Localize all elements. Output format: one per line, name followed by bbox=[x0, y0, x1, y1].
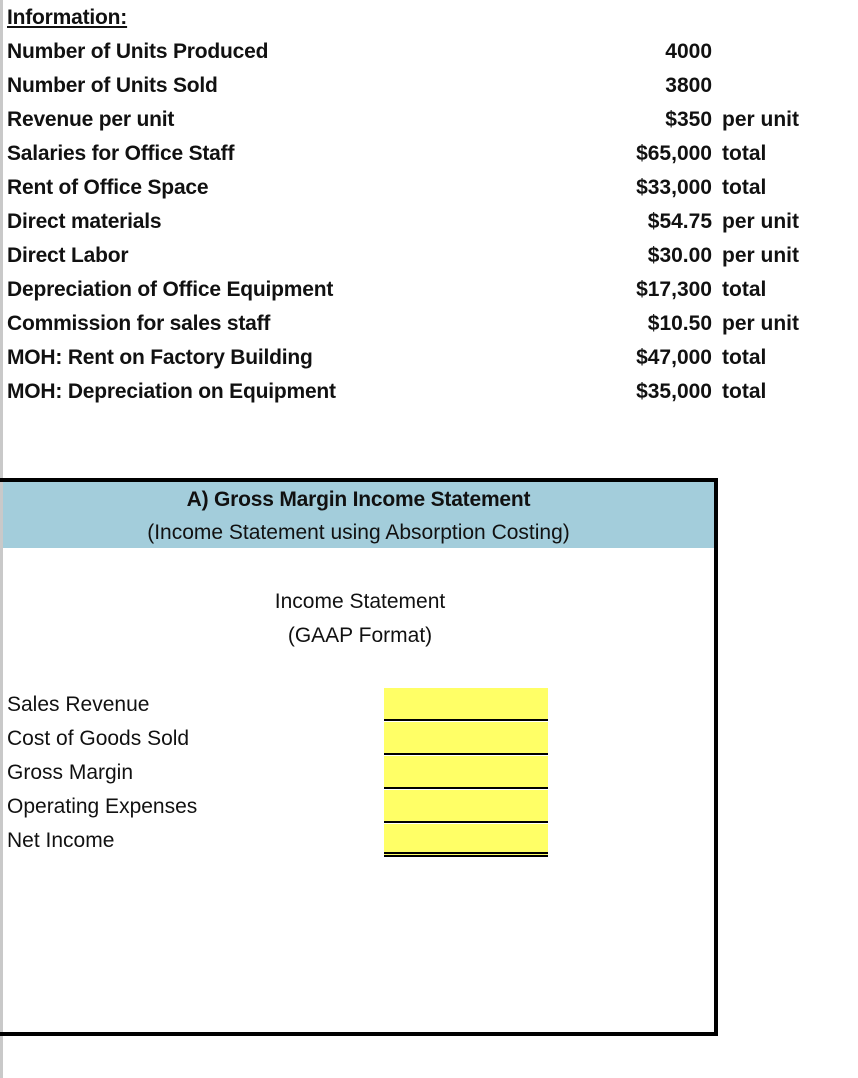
info-label: MOH: Rent on Factory Building bbox=[7, 346, 313, 369]
sales-revenue-input[interactable] bbox=[384, 688, 548, 721]
info-value: 3800 bbox=[665, 74, 712, 97]
info-row-office-salaries bbox=[0, 138, 858, 172]
info-label: Commission for sales staff bbox=[7, 312, 271, 335]
info-label: Rent of Office Space bbox=[7, 176, 209, 199]
info-label: Depreciation of Office Equipment bbox=[7, 278, 334, 301]
info-unit: total bbox=[722, 346, 767, 369]
statement-label: Cost of Goods Sold bbox=[7, 727, 190, 750]
info-row-units-sold bbox=[0, 70, 858, 104]
info-row-office-depreciation bbox=[0, 274, 858, 308]
info-row-units-produced bbox=[0, 36, 858, 70]
info-value: $30.00 bbox=[647, 244, 712, 267]
information-heading: Information: bbox=[7, 6, 128, 29]
info-value: $35,000 bbox=[636, 380, 712, 403]
info-label: Number of Units Sold bbox=[7, 74, 218, 97]
statement-format-caption: (GAAP Format) bbox=[287, 624, 433, 647]
info-label: Salaries for Office Staff bbox=[7, 142, 235, 165]
cost-of-goods-sold-input[interactable] bbox=[384, 722, 548, 755]
info-label: Direct materials bbox=[7, 210, 162, 233]
net-income-input[interactable] bbox=[384, 824, 548, 857]
statement-title: A) Gross Margin Income Statement bbox=[186, 488, 531, 511]
info-label: Direct Labor bbox=[7, 244, 129, 267]
info-value: $54.75 bbox=[647, 210, 712, 233]
statement-header bbox=[3, 482, 714, 548]
statement-label: Gross Margin bbox=[7, 761, 134, 784]
statement-row-net-income bbox=[0, 824, 714, 858]
info-row-revenue-per-unit bbox=[0, 104, 858, 138]
info-unit: per unit bbox=[722, 108, 799, 131]
statement-caption: Income Statement bbox=[274, 590, 446, 613]
info-value: $47,000 bbox=[636, 346, 712, 369]
gross-margin-input[interactable] bbox=[384, 756, 548, 789]
info-unit: total bbox=[722, 176, 767, 199]
operating-expenses-input[interactable] bbox=[384, 790, 548, 823]
info-value: 4000 bbox=[665, 40, 712, 63]
statement-row-sales-revenue bbox=[0, 688, 714, 722]
info-value: $33,000 bbox=[636, 176, 712, 199]
statement-row-cogs bbox=[0, 722, 714, 756]
info-unit: total bbox=[722, 278, 767, 301]
statement-row-gross-margin bbox=[0, 756, 714, 790]
info-value: $17,300 bbox=[636, 278, 712, 301]
info-label: Revenue per unit bbox=[7, 108, 175, 131]
info-value: $350 bbox=[665, 108, 712, 131]
info-unit: total bbox=[722, 142, 767, 165]
info-row-office-rent bbox=[0, 172, 858, 206]
info-row-direct-materials bbox=[0, 206, 858, 240]
info-label: MOH: Depreciation on Equipment bbox=[7, 380, 336, 403]
info-unit: per unit bbox=[722, 244, 799, 267]
statement-label: Operating Expenses bbox=[7, 795, 198, 818]
info-row-sales-commission bbox=[0, 308, 858, 342]
info-row-direct-labor bbox=[0, 240, 858, 274]
statement-label: Sales Revenue bbox=[7, 693, 150, 716]
info-unit: total bbox=[722, 380, 767, 403]
statement-subtitle: (Income Statement using Absorption Costing) bbox=[147, 521, 570, 544]
income-statement-box bbox=[0, 478, 718, 1036]
info-row-moh-factory-rent bbox=[0, 342, 858, 376]
info-value: $10.50 bbox=[647, 312, 712, 335]
info-unit: per unit bbox=[722, 210, 799, 233]
info-unit: per unit bbox=[722, 312, 799, 335]
info-row-moh-equipment-depreciation bbox=[0, 376, 858, 410]
info-value: $65,000 bbox=[636, 142, 712, 165]
statement-label: Net Income bbox=[7, 829, 115, 852]
info-label: Number of Units Produced bbox=[7, 40, 269, 63]
statement-row-operating-expenses bbox=[0, 790, 714, 824]
